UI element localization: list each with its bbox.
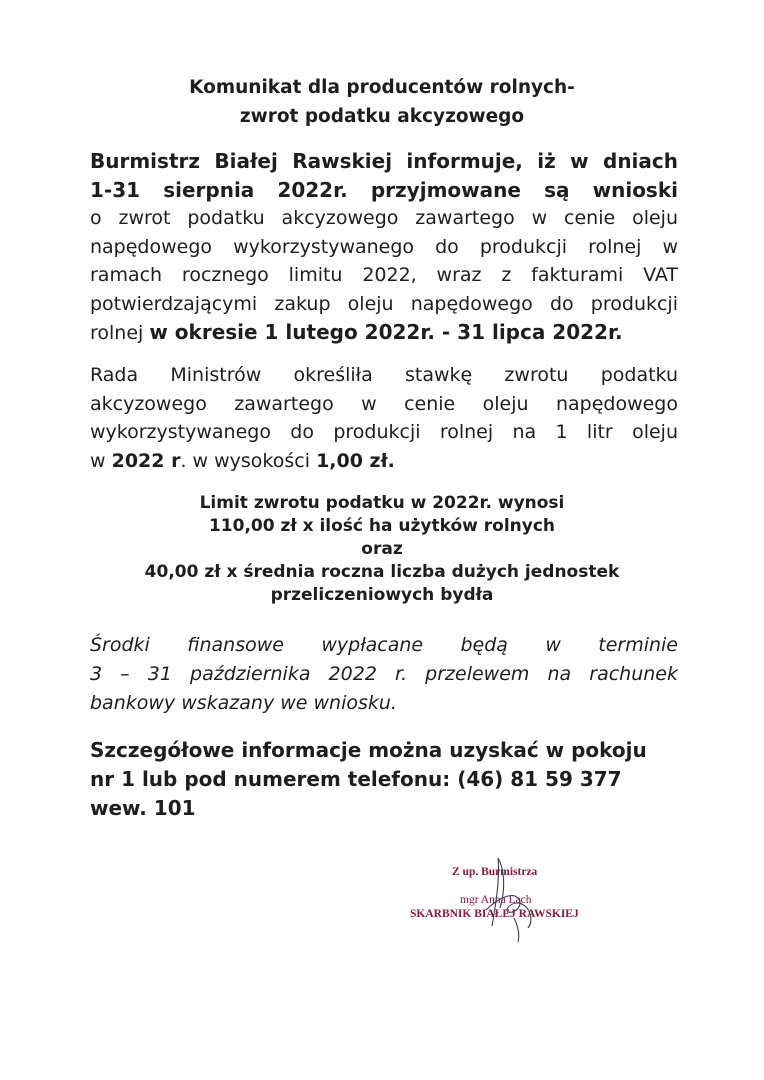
stamp-line-1: Z up. Burmistrza [452,866,538,878]
text-fragment: w [90,449,112,472]
text-line [90,318,678,348]
text-line: o zwrot podatku akcyzowego zawartego w cenie oleju [90,207,678,229]
text-line: 110,00 zł x ilość ha użytków rolnych [208,516,556,536]
title-line-1: Komunikat dla producentów rolnych- [189,77,575,98]
text-line: nr 1 lub pod numerem telefonu: (46) 81 59 377 [90,767,622,791]
text-fragment: . w wysokości [180,449,317,472]
text-line: wew. 101 [90,796,196,820]
text-line: przeliczeniowych bydła [270,585,494,605]
title-line-2: zwrot podatku akcyzowego [239,106,525,127]
text-line: 1-31 sierpnia 2022r. przyjmowane są wnioski [90,177,678,202]
handwritten-signature-icon [478,848,548,943]
text-line: 40,00 zł x średnia roczna liczba dużych jednostek [144,562,620,582]
stamp-line-2: mgr Anna Lach [460,894,532,906]
rate-value: 1,00 zł. [316,449,395,472]
text-line: potwierdzającymi zakup oleju napędowego do produkcji [90,292,678,315]
text-line: bankowy wskazany we wniosku. [90,692,397,714]
text-line: 3 – 31 października 2022 r. przelewem na rachunek [90,663,678,685]
announcement-paragraph [90,147,678,348]
text-line: Limit zwrotu podatku w 2022r. wynosi [199,493,565,513]
text-line: ramach rocznego limitu 2022, wraz z fakturami VAT [90,264,678,286]
text-line: napędowego wykorzystywanego do produkcji rolnej w [90,235,678,258]
text-line: Szczegółowe informacje można uzyskać w pokoju [90,738,647,762]
text-line: wykorzystywanego do produkcji rolnej na 1 litr oleju [90,421,678,443]
text-line: Rada Ministrów określiła stawkę zwrotu podatku [90,364,678,386]
document-title [0,73,764,131]
text-fragment: rolnej [90,322,150,344]
text-line [90,447,678,476]
rate-paragraph [90,361,678,475]
payment-paragraph [90,631,678,718]
year-value: 2022 r [111,449,181,472]
contact-paragraph [90,736,678,823]
text-line: akcyzowego zawartego w cenie oleju napędowego [90,392,678,415]
text-line: Środki finansowe wypłacane będą w terminie [90,634,678,656]
text-line: oraz [361,539,403,559]
limit-block [0,492,764,607]
period-dates: w okresie 1 lutego 2022r. - 31 lipca 2022r. [149,320,623,344]
stamp-line-3: SKARBNIK BIAŁEJ RAWSKIEJ [410,908,579,920]
text-line: Burmistrz Białej Rawskiej informuje, iż w dniach [90,149,678,173]
